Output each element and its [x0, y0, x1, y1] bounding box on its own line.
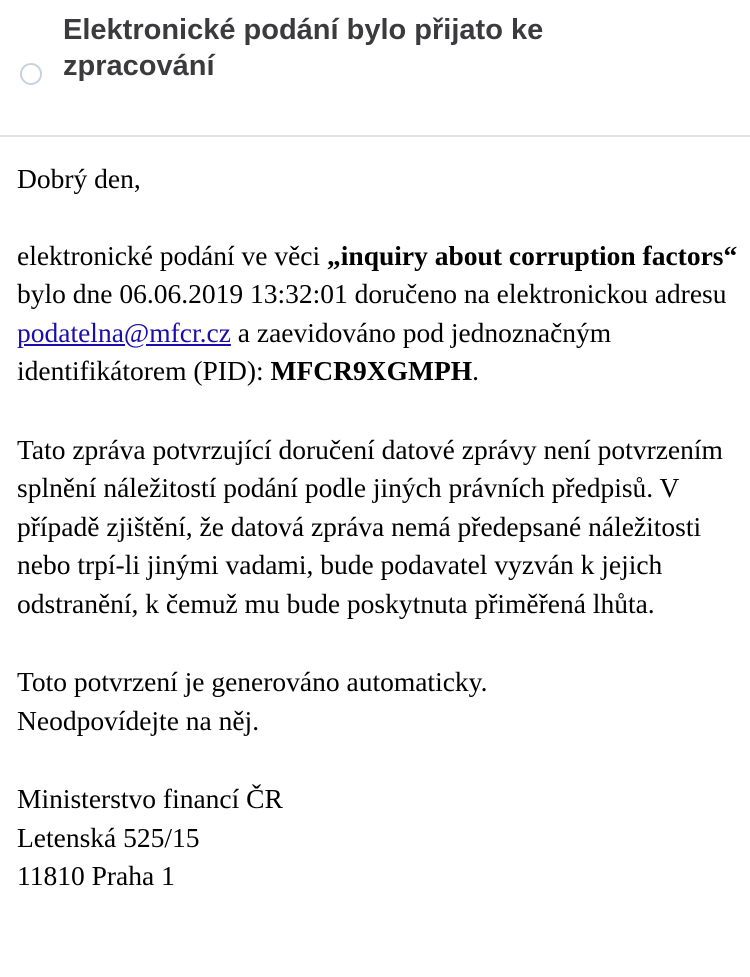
email-body: [17, 160, 747, 896]
signature-line-1: Ministerstvo financí ČR: [17, 783, 283, 814]
delivery-text-3: a zaevidováno pod jednoznačným identifikátorem (PID):: [17, 316, 612, 386]
signature-line-2: Letenská 525/15: [17, 821, 200, 853]
delivery-text-2: bylo dne 06.06.2019 13:32:01 doručeno na elektronickou adresu: [17, 278, 727, 309]
email-header: [0, 0, 750, 137]
submission-subject: „inquiry about corruption factors“: [327, 239, 738, 271]
signature-line-3: 11810 Praha 1: [17, 860, 175, 891]
pid-value: MFCR9XGMPH: [270, 355, 473, 386]
paragraph-auto: [17, 663, 747, 740]
auto-line-1: Toto potvrzení je generováno automaticky.: [17, 666, 488, 697]
email-address-link[interactable]: podatelna@mfcr.cz: [17, 316, 231, 348]
email-subject: Elektronické podání bylo přijato ke zpracování: [63, 14, 544, 82]
signature: [17, 780, 747, 896]
unread-radio-icon[interactable]: [20, 63, 42, 85]
greeting: Dobrý den,: [17, 163, 141, 194]
delivery-text-4: .: [472, 355, 480, 386]
delivery-text-1: elektronické podání ve věci: [17, 239, 328, 271]
paragraph-notice: Tato zpráva potvrzující doručení datové zprávy není potvrzením splnění náležitostí podání podle jiných právních předpisů. V případě zjištění, že datová zpráva nemá předepsané náležitosti nebo trpí-li jinými vadami, bude podavatel vyzván k jejich odstranění, k čemuž mu bude poskytnuta přiměřená lhůta.: [17, 433, 723, 619]
auto-line-2: Neodpovídejte na něj.: [17, 704, 260, 736]
paragraph-delivery: [17, 237, 747, 391]
